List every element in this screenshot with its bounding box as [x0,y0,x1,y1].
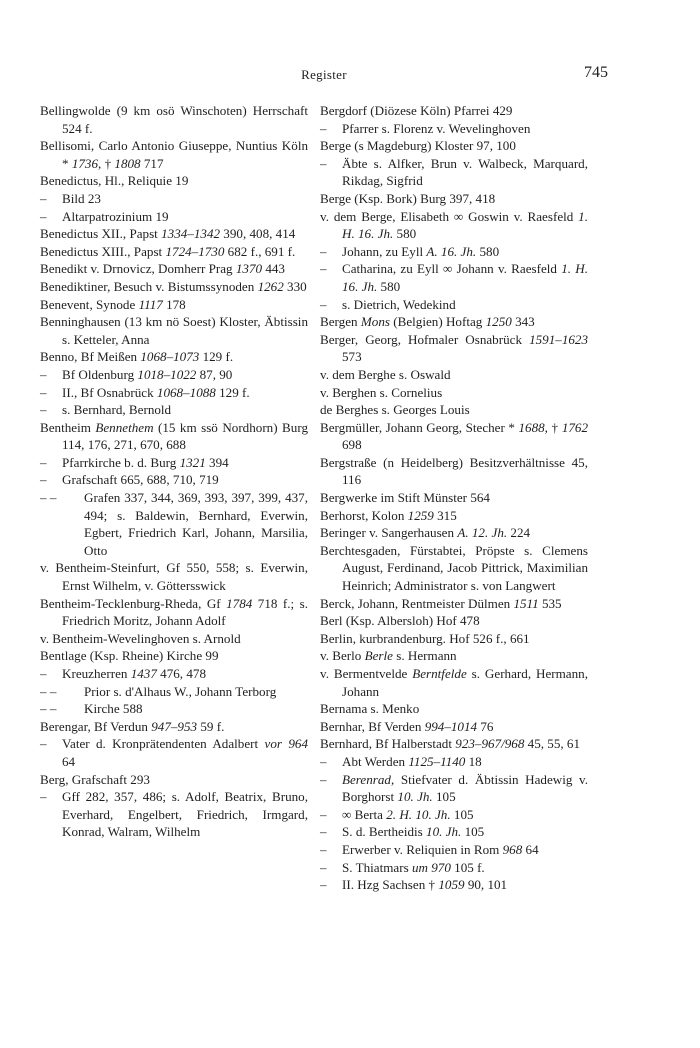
entry-dash: – [320,753,327,769]
entry-text: v. Bermentvelde Berntfelde s. Gerhard, Hermann, Johann [320,666,588,699]
register-entry [40,225,308,243]
entry-text: Bergen Mons (Belgien) Hoftag 1250 343 [320,314,535,330]
entry-text: Bentheim Bennethem (15 km ssö Nordhorn) Burg 114, 176, 271, 670, 688 [40,419,308,453]
register-entry [320,296,588,314]
entry-dash: – [40,666,47,681]
entry-text: S. d. Bertheidis 10. Jh. 105 [342,824,485,840]
register-entry [40,401,308,419]
register-entry [40,788,308,841]
register-entry [40,683,308,701]
entry-text: Grafen 337, 344, 369, 393, 397, 399, 437, 494; s. Baldewin, Bernhard, Everwin, Egbert, Friedrich Karl, Johann, Marsilia, Otto [84,490,308,558]
register-entry [40,718,308,736]
entry-dash: – [320,120,327,136]
entry-dash: – [320,243,327,259]
entry-dash: – [320,877,327,893]
register-entry [40,243,308,261]
entry-dash: – – [40,701,57,717]
register-entry [40,647,308,665]
entry-text: s. Bernhard, Bernold [62,402,172,418]
entry-text: de Berghes s. Georges Louis [320,402,470,418]
entry-text: Berlin, kurbrandenburg. Hof 526 f., 661 [320,630,530,646]
entry-text: Äbte s. Alfker, Brun v. Walbeck, Marquard, Rikdag, Sigfrid [342,155,588,189]
register-entry [40,278,308,296]
entry-text: Berge (Ksp. Bork) Burg 397, 418 [320,190,496,206]
register-entry [320,753,588,771]
register-entry [320,771,588,806]
register-column-left [40,102,308,841]
entry-text: Bellingwolde (9 km osö Winschoten) Herrschaft 524 f. [40,103,308,136]
register-entry [320,401,588,419]
entry-text: Altarpatrozinium 19 [62,208,169,224]
entry-dash: – [40,454,47,470]
entry-text: Berengar, Bf Verdun 947–953 59 f. [40,718,225,734]
register-entry [40,630,308,648]
register-entry [320,718,588,736]
entry-text: Gff 282, 357, 486; s. Adolf, Beatrix, Bruno, Everhard, Engelbert, Friedrich, Irmgard, Konrad, Walram, Wilhelm [62,789,308,840]
entry-dash: – [320,261,327,277]
entry-text: ∞ Berta 2. H. 10. Jh. 105 [342,806,474,822]
entry-text: Bergwerke im Stift Münster 564 [320,490,490,506]
register-entry [40,208,308,226]
register-entry [320,806,588,824]
entry-text: Bf Oldenburg 1018–1022 87, 90 [62,366,233,382]
register-entry [320,208,588,243]
entry-dash: – [40,208,47,224]
register-entry [320,647,588,665]
register-entry [320,454,588,489]
entry-text: II., Bf Osnabrück 1068–1088 129 f. [62,384,250,400]
register-entry [320,384,588,402]
entry-text: II. Hzg Sachsen † 1059 90, 101 [342,877,508,893]
register-entry [40,559,308,594]
register-entry [40,190,308,208]
entry-text: Pfarrkirche b. d. Burg 1321 394 [62,454,229,470]
register-entry [40,102,308,137]
entry-text: Vater d. Kronprätendenten Adalbert vor 964 64 [62,736,308,769]
entry-dash: – [40,789,47,805]
entry-dash: – – [40,490,57,506]
entry-dash: – [40,736,47,752]
entry-dash: – [320,841,327,857]
entry-text: Benevent, Synode 1117 178 [40,296,186,312]
entry-dash: – [320,771,327,787]
entry-text: Pfarrer s. Florenz v. Wevelinghoven [342,120,531,136]
entry-text: v. dem Berge, Elisabeth ∞ Goswin v. Raesfeld 1. H. 16. Jh. 580 [320,208,588,242]
register-column-right [320,102,588,894]
entry-text: Berl (Ksp. Albersloh) Hof 478 [320,613,480,629]
register-entry [320,507,588,525]
register-entry [40,735,308,770]
entry-text: Bild 23 [62,190,101,206]
entry-text: v. dem Berghe s. Oswald [320,366,451,382]
register-entry [40,595,308,630]
entry-text: Bernama s. Menko [320,701,420,717]
entry-text: Benediktiner, Besuch v. Bistumssynoden 1262 330 [40,278,307,294]
register-entry [320,859,588,877]
entry-text: Berg, Grafschaft 293 [40,771,150,787]
entry-text: Berge (s Magdeburg) Kloster 97, 100 [320,138,516,154]
entry-text: Bellisomi, Carlo Antonio Giuseppe, Nuntius Köln * 1736, † 1808 717 [40,138,308,171]
entry-dash: – [320,859,327,875]
entry-text: Johann, zu Eyll A. 16. Jh. 580 [342,243,500,259]
register-entry [320,735,588,753]
register-entry [40,489,308,559]
entry-text: Prior s. d'Alhaus W., Johann Terborg [84,683,277,699]
register-entry [320,665,588,700]
entry-text: Bergstraße (n Heidelberg) Besitzverhältnisse 45, 116 [320,454,588,488]
register-entry [320,542,588,595]
register-entry [320,102,588,120]
entry-text: Beringer v. Sangerhausen A. 12. Jh. 224 [320,525,531,541]
register-entry [320,155,588,190]
entry-dash: – [320,296,327,312]
register-entry [320,630,588,648]
entry-dash: – [40,384,47,400]
register-entry [320,366,588,384]
register-entry [320,190,588,208]
register-entry [40,454,308,472]
entry-text: Bernhard, Bf Halberstadt 923–967/968 45, 55, 61 [320,736,581,752]
entry-text: Benedikt v. Drnovicz, Domherr Prag 1370 443 [40,261,285,277]
register-entry [320,876,588,894]
entry-dash: – [320,806,327,822]
entry-text: Bentheim-Tecklenburg-Rheda, Gf 1784 718 f.; s. Friedrich Moritz, Johann Adolf [40,595,308,629]
page-header [40,64,608,86]
register-entry [40,419,308,454]
entry-text: v. Berghen s. Cornelius [320,384,443,400]
entry-dash: – – [40,683,57,699]
register-entry [40,348,308,366]
register-entry [320,243,588,261]
entry-text: v. Berlo Berle s. Hermann [320,648,457,664]
entry-text: Bergdorf (Diözese Köln) Pfarrei 429 [320,103,513,118]
register-entry [320,313,588,331]
register-entry [320,524,588,542]
entry-dash: – [40,190,47,206]
entry-text: Berck, Johann, Rentmeister Dülmen 1511 535 [320,595,562,611]
entry-text: Benedictus XII., Papst 1334–1342 390, 408, 414 [40,226,296,242]
entry-text: S. Thiatmars um 970 105 f. [342,859,485,875]
register-entry [320,331,588,366]
register-entry [40,313,308,348]
entry-text: Bernhar, Bf Verden 994–1014 76 [320,718,494,734]
entry-text: Berenrad, Stiefvater d. Äbtissin Hadewig v. Borghorst 10. Jh. 105 [342,771,588,805]
register-entry [320,489,588,507]
register-entry [320,595,588,613]
register-entry [40,665,308,683]
register-entry [40,366,308,384]
entry-text: Berger, Georg, Hofmaler Osnabrück 1591–1623 573 [320,331,588,365]
entry-text: v. Bentheim-Wevelinghoven s. Arnold [40,630,241,646]
entry-text: Bergmüller, Johann Georg, Stecher * 1688, † 1762 698 [320,419,588,453]
register-entry [320,823,588,841]
register-entry [320,700,588,718]
register-entry [320,419,588,454]
entry-text: Benedictus XIII., Papst 1724–1730 682 f., 691 f. [40,243,296,259]
register-entry [40,384,308,402]
entry-text: Berhorst, Kolon 1259 315 [320,507,457,523]
entry-dash: – [320,824,327,840]
page-number: 745 [584,64,608,81]
register-entry [320,260,588,295]
register-entry [40,137,308,172]
register-entry [320,612,588,630]
register-entry [40,260,308,278]
entry-dash: – [40,366,47,382]
register-entry [40,296,308,314]
entry-dash: – [40,472,47,488]
entry-text: Benedictus, Hl., Reliquie 19 [40,173,189,189]
entry-text: Benninghausen (13 km nö Soest) Kloster, Äbtissin s. Ketteler, Anna [40,314,308,347]
entry-text: Kirche 588 [84,701,143,717]
running-title: Register [301,67,347,82]
entry-text: Abt Werden 1125–1140 18 [342,753,482,769]
entry-text: Grafschaft 665, 688, 710, 719 [62,472,219,488]
register-entry [40,172,308,190]
entry-dash: – [40,402,47,418]
entry-text: Benno, Bf Meißen 1068–1073 129 f. [40,349,234,365]
entry-text: Catharina, zu Eyll ∞ Johann v. Raesfeld 1. H. 16. Jh. 580 [342,261,588,294]
register-entry [40,700,308,718]
register-entry [320,120,588,138]
register-entry [320,137,588,155]
entry-text: Kreuzherren 1437 476, 478 [62,666,206,681]
entry-text: Erwerber v. Reliquien in Rom 968 64 [342,841,539,857]
register-entry [40,471,308,489]
register-entry [320,841,588,859]
entry-dash: – [320,155,327,171]
entry-text: v. Bentheim-Steinfurt, Gf 550, 558; s. Everwin, Ernst Wilhelm, v. Göttersswick [40,560,308,594]
register-entry [40,771,308,789]
entry-text: Bentlage (Ksp. Rheine) Kirche 99 [40,648,219,664]
entry-text: Berchtesgaden, Fürstabtei, Pröpste s. Clemens August, Ferdinand, Jacob Pittrick, Maximilian Heinrich; Administrator s. von Langwert [320,542,588,594]
entry-text: s. Dietrich, Wedekind [342,296,456,312]
